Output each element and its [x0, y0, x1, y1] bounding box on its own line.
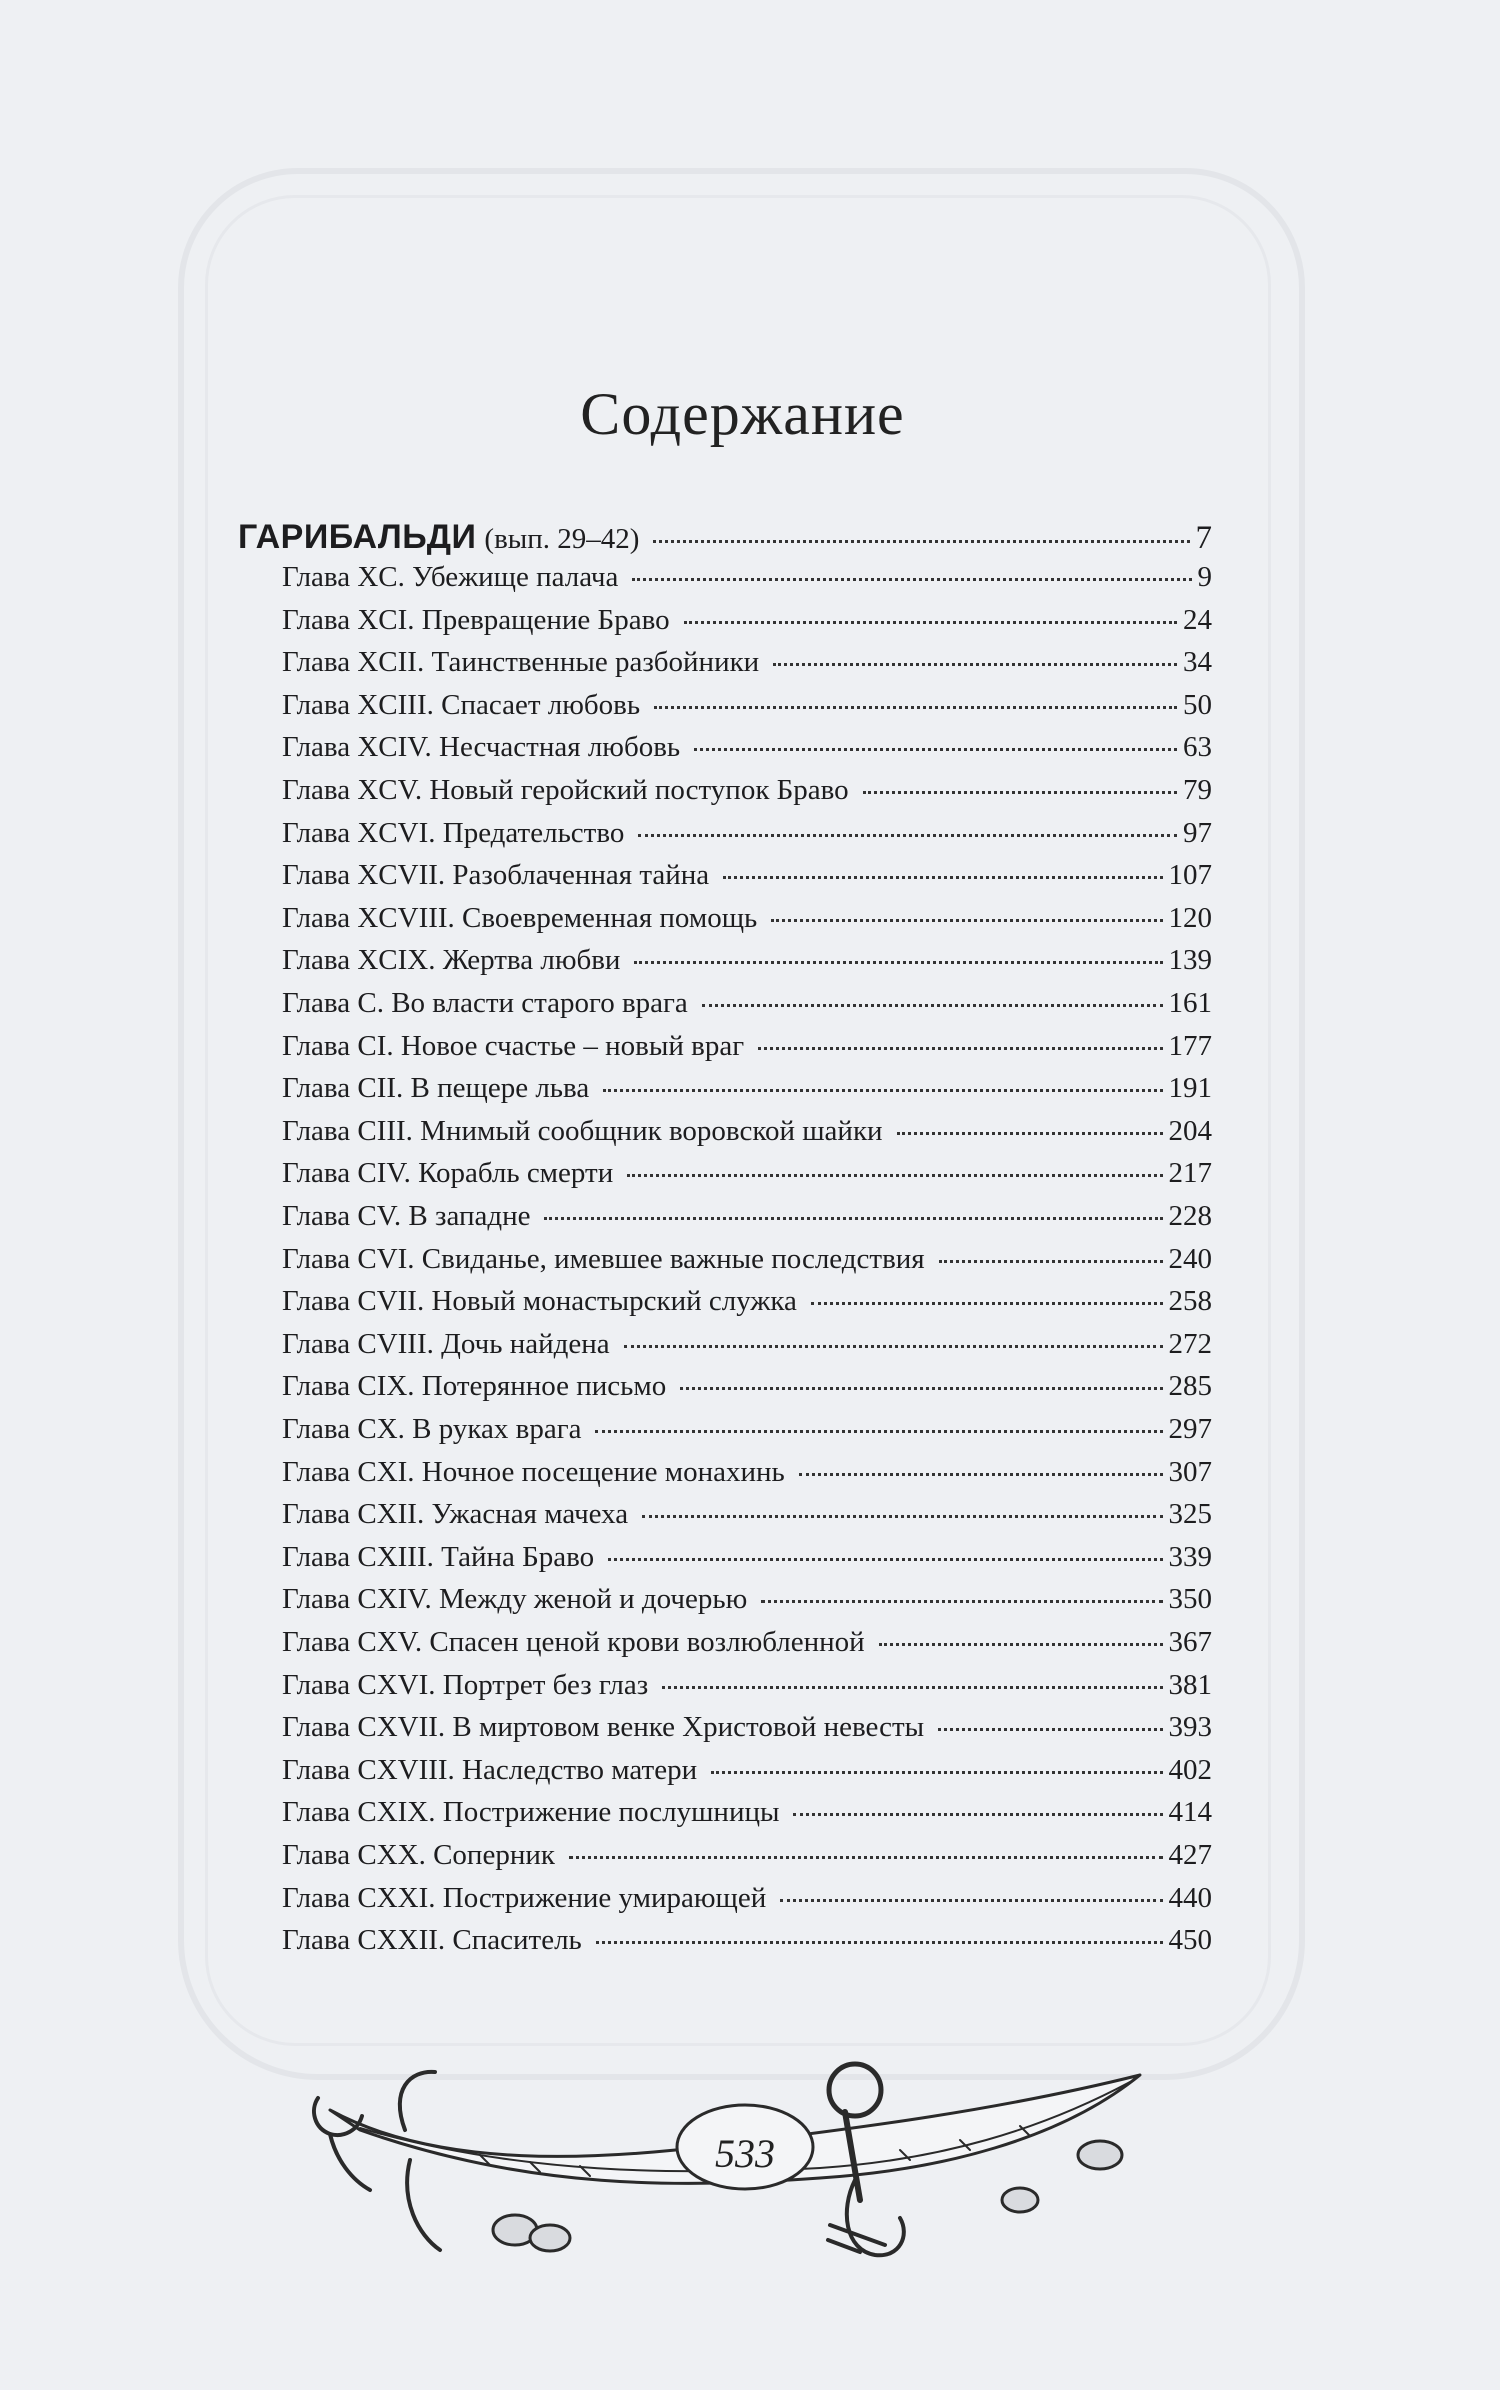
chapter-title: Глава CXVII. В миртовом венке Христовой невесты	[282, 1711, 925, 1744]
chapter-title: Глава CII. В пещере льва	[282, 1072, 590, 1105]
toc-chapter-entry	[282, 1200, 1212, 1233]
toc-chapter-entry	[282, 646, 1212, 679]
chapter-title: Глава CVIII. Дочь найдена	[282, 1327, 610, 1360]
chapter-title: Глава CXII. Ужасная мачеха	[282, 1498, 629, 1531]
chapter-title: Глава CVI. Свиданье, имевшее важные последствия	[282, 1242, 925, 1275]
chapter-title: Глава XCVII. Разоблаченная тайна	[282, 859, 710, 892]
toc-chapter-entry	[282, 1839, 1212, 1872]
chapter-title: Глава CI. Новое счастье – новый враг	[282, 1029, 745, 1062]
leader-dots	[662, 1686, 1162, 1689]
chapter-title: Глава CVII. Новый монастырский служка	[282, 1285, 797, 1318]
leader-dots	[684, 621, 1177, 624]
chapter-title: Глава XC. Убежище палача	[282, 561, 619, 593]
toc-chapter-entry	[282, 1541, 1212, 1574]
chapter-page-number: 139	[1168, 944, 1212, 977]
leader-dots	[654, 706, 1177, 709]
toc-chapter-entry	[282, 902, 1212, 935]
leader-dots	[773, 663, 1177, 666]
chapter-title: Глава CXV. Спасен ценой крови возлюбленной	[282, 1626, 865, 1658]
toc-chapter-entry	[282, 944, 1212, 977]
toc-chapter-entry	[282, 1669, 1212, 1702]
chapter-title: Глава CIV. Корабль смерти	[282, 1157, 614, 1190]
leader-dots	[603, 1089, 1162, 1092]
leader-dots	[780, 1899, 1162, 1902]
chapter-page-number: 381	[1168, 1668, 1212, 1701]
leader-dots	[799, 1473, 1163, 1476]
part-page-number: 7	[1195, 520, 1212, 556]
chapter-page-number: 339	[1168, 1540, 1212, 1573]
toc-chapter-entry	[282, 1413, 1212, 1446]
leader-dots	[938, 1728, 1162, 1731]
chapter-page-number: 228	[1168, 1200, 1212, 1232]
toc-chapter-entry	[282, 1626, 1212, 1659]
chapter-page-number: 414	[1168, 1796, 1212, 1829]
leader-dots	[793, 1813, 1162, 1816]
leader-dots	[771, 919, 1162, 922]
chapter-page-number: 161	[1168, 987, 1212, 1019]
part-name: ГАРИБАЛЬДИ	[238, 518, 477, 556]
chapter-page-number: 272	[1168, 1327, 1212, 1360]
chapter-page-number: 297	[1168, 1413, 1212, 1445]
toc-chapter-entry	[282, 1796, 1212, 1829]
chapter-page-number: 350	[1168, 1583, 1212, 1616]
chapter-page-number: 325	[1168, 1498, 1212, 1531]
toc-chapter-entry	[282, 731, 1212, 764]
toc-chapter-entry	[282, 859, 1212, 892]
toc-chapter-entry	[282, 1243, 1212, 1276]
chapter-title: Глава CIII. Мнимый сообщник воровской шайки	[282, 1114, 883, 1147]
toc-chapter-entry	[282, 1328, 1212, 1361]
leader-dots	[632, 578, 1191, 581]
toc-chapter-entry	[282, 1924, 1212, 1957]
leader-dots	[863, 791, 1177, 794]
leader-dots	[642, 1515, 1162, 1518]
leader-dots	[711, 1771, 1162, 1774]
toc-chapter-entry	[282, 1498, 1212, 1531]
toc-chapter-entry	[282, 1072, 1212, 1105]
chapter-title: Глава CXIV. Между женой и дочерью	[282, 1583, 748, 1616]
leader-dots	[702, 1004, 1163, 1007]
toc-chapter-entry	[282, 1754, 1212, 1787]
leader-dots	[627, 1174, 1162, 1177]
leader-dots	[680, 1387, 1162, 1390]
leader-dots	[595, 1430, 1162, 1433]
chapter-title: Глава CXI. Ночное посещение монахинь	[282, 1455, 785, 1488]
chapter-page-number: 107	[1168, 859, 1212, 892]
chapter-page-number: 63	[1183, 731, 1212, 764]
leader-dots	[897, 1132, 1163, 1135]
leader-dots	[879, 1643, 1163, 1646]
page-title: Содержание	[580, 381, 905, 448]
chapter-page-number: 97	[1183, 816, 1212, 849]
chapter-title: Глава CXIX. Пострижение послушницы	[282, 1796, 780, 1829]
chapter-title: Глава CXVIII. Наследство матери	[282, 1753, 698, 1786]
chapter-page-number: 402	[1168, 1753, 1212, 1786]
toc-chapter-entry	[282, 1882, 1212, 1915]
chapter-page-number: 393	[1168, 1711, 1212, 1744]
chapter-page-number: 450	[1168, 1924, 1212, 1957]
toc-chapter-entry	[282, 1370, 1212, 1403]
toc-chapter-entry	[282, 1115, 1212, 1148]
toc-chapter-entry	[282, 774, 1212, 807]
chapter-title: Глава CX. В руках врага	[282, 1413, 582, 1445]
toc-part-entry	[238, 518, 1212, 557]
chapter-title: Глава CXIII. Тайна Браво	[282, 1540, 595, 1573]
leader-dots	[569, 1856, 1163, 1859]
leader-dots	[624, 1345, 1163, 1348]
chapter-page-number: 120	[1168, 901, 1212, 934]
chapter-title: Глава CXX. Соперник	[282, 1839, 555, 1871]
leader-dots	[723, 876, 1162, 879]
leader-dots	[811, 1302, 1163, 1305]
chapter-page-number: 50	[1183, 688, 1212, 721]
chapter-title: Глава XCIII. Спасает любовь	[282, 688, 641, 721]
chapter-page-number: 191	[1168, 1072, 1212, 1105]
chapter-page-number: 240	[1168, 1242, 1212, 1275]
toc-chapter-entry	[282, 1456, 1212, 1489]
chapter-page-number: 307	[1168, 1455, 1212, 1488]
toc-chapter-entry	[282, 689, 1212, 722]
toc-chapter-entry	[282, 1583, 1212, 1616]
chapter-page-number: 258	[1168, 1285, 1212, 1318]
chapter-page-number: 204	[1168, 1114, 1212, 1147]
page-number: 533	[715, 2131, 775, 2176]
chapter-title: Глава C. Во власти старого врага	[282, 987, 688, 1019]
leader-dots	[544, 1217, 1162, 1220]
chapter-page-number: 285	[1168, 1370, 1212, 1403]
toc-chapter-entry	[282, 817, 1212, 850]
leader-dots	[608, 1558, 1162, 1561]
leader-dots	[939, 1260, 1163, 1263]
chapter-title: Глава CIX. Потерянное письмо	[282, 1370, 667, 1403]
chapter-page-number: 367	[1168, 1626, 1212, 1658]
leader-dots	[638, 834, 1177, 837]
chapter-page-number: 427	[1168, 1839, 1212, 1871]
leader-dots	[596, 1941, 1163, 1944]
toc-chapter-entry	[282, 561, 1212, 594]
chapter-title: Глава XCVI. Предательство	[282, 816, 625, 849]
leader-dots	[653, 540, 1189, 543]
leader-dots	[694, 748, 1177, 751]
toc-chapter-entry	[282, 1157, 1212, 1190]
toc-chapter-entry	[282, 1030, 1212, 1063]
leader-dots	[634, 961, 1162, 964]
chapter-title: Глава XCIX. Жертва любви	[282, 944, 621, 977]
toc-chapter-entry	[282, 987, 1212, 1020]
chapter-page-number: 24	[1183, 603, 1212, 636]
leader-dots	[758, 1047, 1162, 1050]
chapter-page-number: 34	[1183, 646, 1212, 679]
chapter-title: Глава XCVIII. Своевременная помощь	[282, 901, 758, 934]
chapter-title: Глава CXXI. Пострижение умирающей	[282, 1881, 767, 1914]
chapter-title: Глава XCI. Превращение Браво	[282, 603, 670, 636]
chapter-page-number: 79	[1183, 774, 1212, 806]
chapter-page-number: 177	[1168, 1029, 1212, 1062]
toc-chapter-entry	[282, 1711, 1212, 1744]
toc-chapter-entry	[282, 1285, 1212, 1318]
chapter-page-number: 9	[1197, 561, 1212, 593]
chapter-page-number: 217	[1168, 1157, 1212, 1190]
chapter-title: Глава XCIV. Несчастная любовь	[282, 731, 681, 764]
leader-dots	[761, 1600, 1162, 1603]
chapter-title: Глава CXVI. Портрет без глаз	[282, 1668, 649, 1701]
chapter-page-number: 440	[1168, 1881, 1212, 1914]
toc-chapter-entry	[282, 604, 1212, 637]
chapter-title: Глава CV. В западне	[282, 1200, 531, 1232]
chapter-title: Глава XCV. Новый геройский поступок Браво	[282, 774, 849, 806]
part-note: (вып. 29–42)	[484, 523, 640, 555]
chapter-title: Глава XCII. Таинственные разбойники	[282, 646, 760, 679]
chapter-title: Глава CXXII. Спаситель	[282, 1924, 582, 1957]
